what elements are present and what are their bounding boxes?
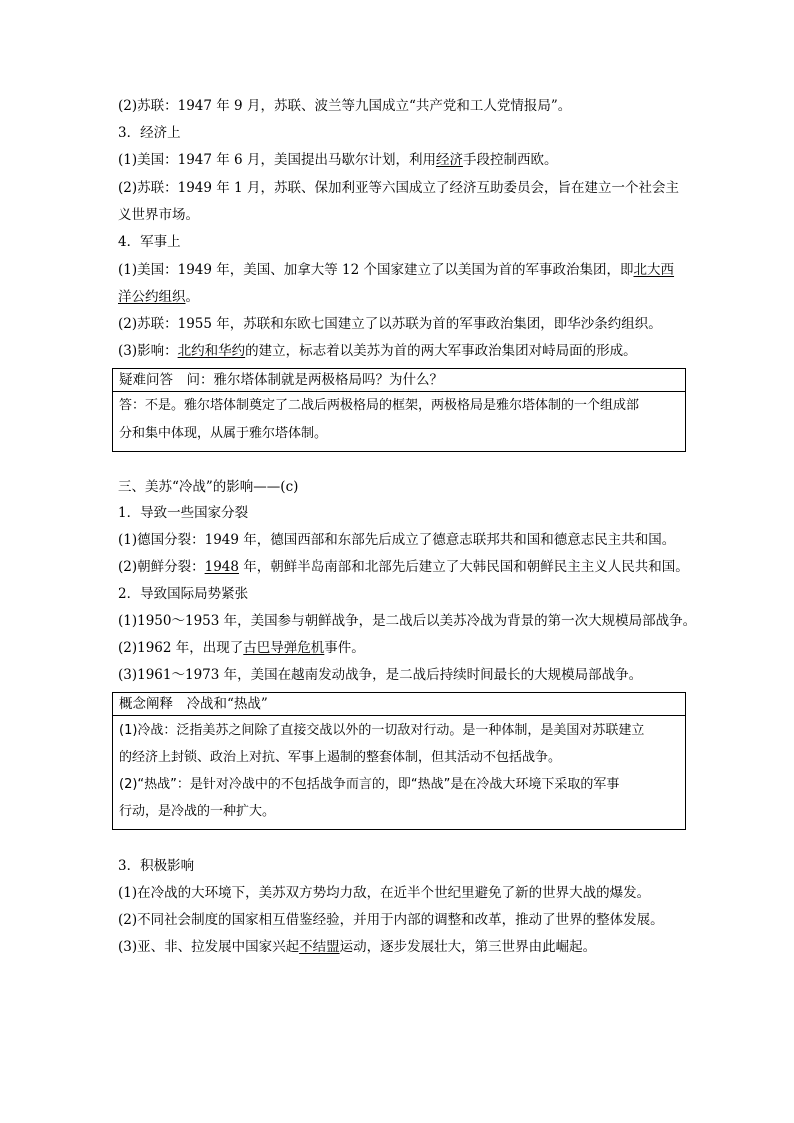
military-impact-line: (3)影响：北约和华约的建立，标志着以美苏为首的两大军事政治集团对峙局面的形成。 [118, 343, 637, 359]
korea-division-line: (2)朝鲜分裂：1948 年，朝鲜半岛南部和北部先后建立了大韩民国和朝鲜民主主义人民共和国。 [118, 559, 689, 575]
underlined-term: 1948 [204, 559, 239, 575]
economy-soviet-line-1: (2)苏联：1949 年 1 月，苏联、保加利亚等六国成立了经济互助委员会，旨在建立一个社会主 [118, 180, 679, 196]
germany-division-line: (1)德国分裂：1949 年，德国西部和东部先后成立了德意志联邦共和国和德意志民主共和国。 [118, 532, 676, 548]
vietnam-war-line: (3)1961～1973 年，美国在越南发动战争，是二战后持续时间最长的大规模局部战争。 [118, 667, 643, 683]
positive-impact-line-1: (1)在冷战的大环境下，美苏双方势均力敌，在近半个世纪里避免了新的世界大战的爆发。 [118, 885, 651, 901]
qa-box-header: 疑难问答 问：雅尔塔体制就是两极格局吗？为什么？ [119, 372, 443, 388]
positive-impact-line-2: (2)不同社会制度的国家相互借鉴经验，并用于内部的调整和改革，推动了世界的整体发展。 [118, 912, 664, 928]
korean-war-line: (1)1950～1953 年，美国参与朝鲜战争，是二战后以美苏冷战为背景的第一次大规模局部战争。 [118, 613, 697, 629]
military-us-line-2: 洋公约组织。 [118, 289, 199, 305]
concept-box [112, 692, 686, 830]
qa-box-answer-line-1: 答：不是。雅尔塔体制奠定了二战后两极格局的框架，两极格局是雅尔塔体制的一个组成部 [119, 398, 640, 413]
underlined-term: 不结盟 [299, 939, 340, 955]
politics-soviet-line: (2)苏联：1947 年 9 月，苏联、波兰等九国成立“共产党和工人党情报局”。 [118, 98, 572, 114]
underlined-term: 北大西 [633, 262, 675, 278]
heading-economy: 3．经济上 [118, 125, 181, 141]
qa-box-divider [113, 391, 685, 392]
concept-box-line-3: (2)“热战”：是针对冷战中的不包括战争而言的，即“热战”是在冷战大环境下采取的军事 [119, 777, 620, 792]
underlined-term: 洋公约组织 [118, 289, 186, 305]
underlined-term: 经济 [435, 152, 463, 168]
heading-tension: 2．导致国际局势紧张 [118, 586, 249, 602]
concept-box-line-2: 的经济上封锁、政治上对抗、军事上遏制的整套体制，但其活动不包括战争。 [119, 750, 562, 765]
concept-box-divider [113, 715, 685, 716]
concept-box-header: 概念阐释 冷战和“热战” [119, 696, 268, 712]
heading-division: 1．导致一些国家分裂 [118, 505, 249, 521]
economy-us-line: (1)美国：1947 年 6 月，美国提出马歇尔计划，利用经济手段控制西欧。 [118, 152, 558, 168]
concept-box-line-4: 行动，是冷战的一种扩大。 [119, 804, 276, 819]
positive-impact-line-3: (3)亚、非、拉发展中国家兴起不结盟运动，逐步发展壮大，第三世界由此崛起。 [118, 939, 597, 955]
concept-box-line-1: (1)冷战：泛指美苏之间除了直接交战以外的一切敌对行动。是一种体制，是美国对苏联建立 [119, 723, 645, 738]
military-soviet-line: (2)苏联：1955 年，苏联和东欧七国建立了以苏联为首的军事政治集团，即华沙条约组织。 [118, 316, 662, 332]
economy-soviet-line-2: 义世界市场。 [118, 207, 199, 223]
section-three-title: 三、美苏“冷战”的影响——(c) [118, 479, 299, 495]
cuban-crisis-line: (2)1962 年，出现了古巴导弹危机事件。 [118, 640, 365, 656]
heading-positive-impact: 3．积极影响 [118, 858, 195, 874]
heading-military: 4．军事上 [118, 234, 181, 250]
underlined-term: 古巴导弹危机 [243, 640, 325, 656]
qa-box [112, 368, 686, 452]
underlined-term: 北约和华约 [177, 343, 246, 359]
military-us-line-1: (1)美国：1949 年，美国、加拿大等 12 个国家建立了以美国为首的军事政治集团，即北大西 [118, 262, 675, 278]
qa-box-answer-line-2: 分和集中体现，从属于雅尔塔体制。 [119, 426, 328, 441]
